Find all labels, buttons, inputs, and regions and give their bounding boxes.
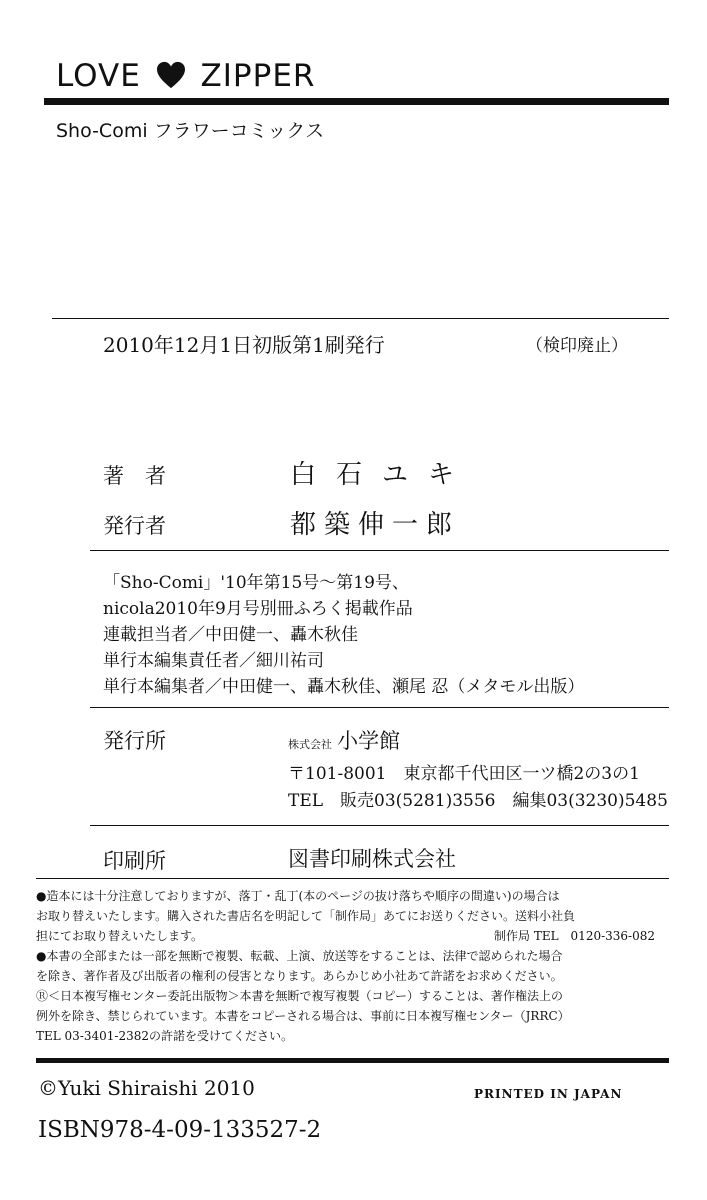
seal-abolished: （検印廃止） [526,336,628,356]
title-rule [44,98,669,105]
notice-line-6: Ⓡ＜日本複写権センター委託出版物＞本書を無断で複写複製（コピー）することは、著作権法上の [36,989,564,1003]
serial-line-3: 連載担当者／中田健一、轟木秋佳 [103,625,358,645]
notice-line-2: お取り替えいたします。購入された書店名を明記して「制作局」あてにお送りください。送料小社負 [36,909,576,923]
divider-serial [90,707,669,708]
edition-date: 2010年12月1日初版第1刷発行 [103,333,385,357]
divider-top [52,318,669,319]
divider-publisher [90,825,669,826]
company-prefix: 株式会社 [288,738,332,751]
imprint-label: Sho-Comi フラワーコミックス [56,120,325,142]
notice-line-7: 例外を除き、禁じられています。本書をコピーされる場合は、事前に日本複写権センター（JRRC） [36,1009,570,1023]
serial-line-2: nicola2010年9月号別冊ふろく掲載作品 [103,599,413,619]
notice-line-8: TEL 03-3401-2382の許諾を受けてください。 [36,1029,294,1043]
divider-credits [90,550,669,551]
publisher-person-name: 都築伸一郎 [290,510,461,540]
author-label: 著 者 [103,464,166,488]
book-title [56,58,315,94]
divider-printer [36,878,669,879]
company-name: 小学館 [337,729,401,753]
notice-line-4: ●本書の全部または一部を無断で複製、転載、上演、放送等をすることは、法律で認められた場合 [36,949,563,963]
serial-line-5: 単行本編集者／中田健一、轟木秋佳、瀬尾 忍（メタモル出版） [103,677,585,697]
isbn: ISBN978-4-09-133527-2 [38,1117,322,1143]
publisher-tel: TEL 販売03(5281)3556 編集03(3230)5485 [288,791,668,811]
notice-line-5: を除き、著作者及び出版者の権利の侵害となります。あらかじめ小社あて許諾をお求めください。 [36,969,563,983]
notice-line-1: ●造本には十分注意しておりますが、落丁・乱丁(本のページの抜け落ちや順序の間違い)の場合は [36,889,560,903]
notice-line-3: 担にてお取り替えいたします。 [36,929,204,943]
divider-bottom [36,1058,669,1063]
publisher-company [288,725,400,755]
printer-label: 印刷所 [103,849,166,873]
title-zipper: ZIPPER [200,58,316,94]
title-love: LOVE [56,58,141,94]
printer-name: 図書印刷株式会社 [288,847,456,871]
notice-tel: 制作局 TEL 0120-336-082 [494,929,656,943]
copyright: ©Yuki Shiraishi 2010 [38,1076,255,1100]
serial-line-4: 単行本編集責任者／細川祐司 [103,651,324,671]
publisher-person-label: 発行者 [103,514,166,538]
author-name: 白石ユキ [290,460,475,490]
heart-icon [156,61,186,89]
printed-in-japan: PRINTED IN JAPAN [474,1087,623,1101]
publisher-address: 〒101-8001 東京都千代田区一ツ橋2の3の1 [288,764,640,784]
serial-line-1: 「Sho-Comi」'10年第15号～第19号、 [103,573,409,593]
publisher-office-label: 発行所 [103,729,166,753]
